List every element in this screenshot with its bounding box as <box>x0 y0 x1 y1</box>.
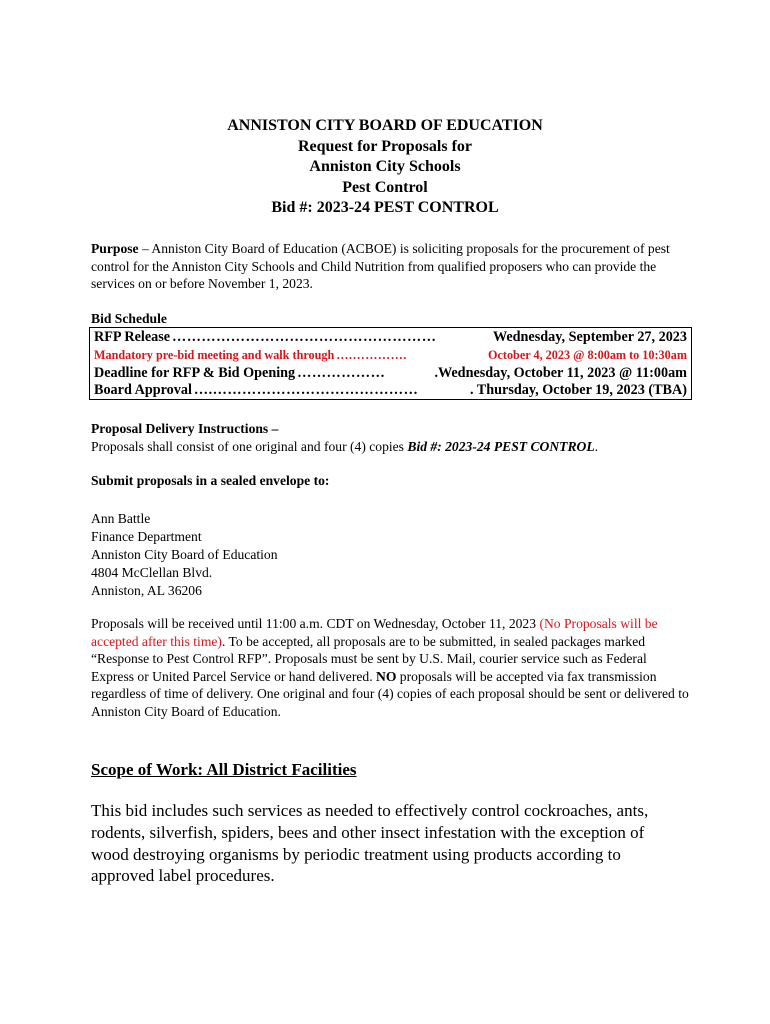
schedule-leader-dots: ……………… <box>297 364 386 381</box>
schedule-label: Mandatory pre-bid meeting and walk through <box>94 347 335 362</box>
scope-paragraph: This bid includes such services as needed to effectively control cockroaches, ants, rodents, silverfish, spiders, bees and other insect infestation with the exception of wood destroying organisms by periodic treatment using products according to approved label procedures. <box>91 801 649 886</box>
schedule-date: October 4, 2023 @ 8:00am to 10:30am <box>488 347 687 362</box>
header-organization: ANNISTON CITY BOARD OF EDUCATION <box>227 117 543 134</box>
received-warning: (No Proposals will be accepted after this time) <box>91 616 658 649</box>
address-line: Anniston City Board of Education <box>91 547 278 562</box>
schedule-label: Deadline for RFP & Bid Opening <box>94 364 296 381</box>
submit-heading: Submit proposals in a sealed envelope to: <box>91 473 330 488</box>
schedule-date: .Wednesday, October 11, 2023 @ 11:00am <box>434 364 687 381</box>
received-no-emphasis: NO <box>376 668 397 684</box>
delivery-heading: Proposal Delivery Instructions – <box>91 421 279 436</box>
schedule-label: RFP Release <box>94 329 171 345</box>
schedule-row-board-approval <box>94 382 687 400</box>
received-text-part3: proposals will be accepted via fax transmission regardless of time of delivery. One original and four (4) copies of each proposal should be sent or delivered to Anniston City Board of Education. <box>91 668 689 719</box>
mailing-address <box>91 510 278 600</box>
schedule-date: . Thursday, October 19, 2023 (TBA) <box>469 382 687 399</box>
received-text-part1: Proposals will be received until 11:00 a.m. CDT on Wednesday, October 11, 2023 <box>91 616 540 631</box>
address-line: Ann Battle <box>91 511 151 526</box>
delivery-text-prefix: Proposals shall consist of one original and four (4) copies <box>91 438 408 454</box>
purpose-paragraph <box>91 240 691 293</box>
delivery-text <box>91 438 691 456</box>
purpose-text: – Anniston City Board of Education (ACBOE) is soliciting proposals for the procurement of pest control for the Anniston City Schools and Child Nutrition from qualified proposers who can provide the services on or before November 1, 2023. <box>91 241 670 291</box>
address-line: Anniston, AL 36206 <box>91 583 202 598</box>
delivery-text-suffix: . <box>594 438 599 454</box>
schedule-label: Board Approval <box>94 382 192 399</box>
header-schools: Anniston City Schools <box>309 158 461 175</box>
delivery-instructions <box>91 420 691 455</box>
schedule-row-deadline <box>94 365 687 383</box>
received-text-part2: . To be accepted, all proposals are to be submitted, in sealed packages marked “Response to Pest Control RFP”. Proposals must be sent by U.S. Mail, courier service such as Federal Express or United Parcel Service or hand delivered. <box>91 633 647 684</box>
header-bid-number: Bid #: 2023-24 PEST CONTROL <box>271 199 499 216</box>
received-paragraph <box>91 615 691 721</box>
schedule-leader-dots: ……………………………………………… <box>172 329 437 345</box>
purpose-label: Purpose <box>91 241 139 256</box>
header-service: Pest Control <box>342 178 428 196</box>
schedule-row-prebid-meeting <box>94 347 687 365</box>
bid-schedule-title: Bid Schedule <box>91 311 167 326</box>
address-line: Finance Department <box>91 529 202 544</box>
scope-heading: Scope of Work: All District Facilities <box>91 760 357 779</box>
schedule-leader-dots: ….…………. <box>336 347 407 362</box>
delivery-bid-number: Bid #: 2023-24 PEST CONTROL <box>407 438 595 454</box>
schedule-leader-dots: ….…………………………………… <box>193 382 419 399</box>
schedule-row-rfp-release <box>94 329 687 347</box>
schedule-date: Wednesday, September 27, 2023 <box>492 329 687 345</box>
bid-schedule-box <box>89 327 692 400</box>
address-line: 4804 McClellan Blvd. <box>91 565 213 580</box>
header-request-title: Request for Proposals for <box>297 137 473 155</box>
document-header <box>0 116 770 219</box>
